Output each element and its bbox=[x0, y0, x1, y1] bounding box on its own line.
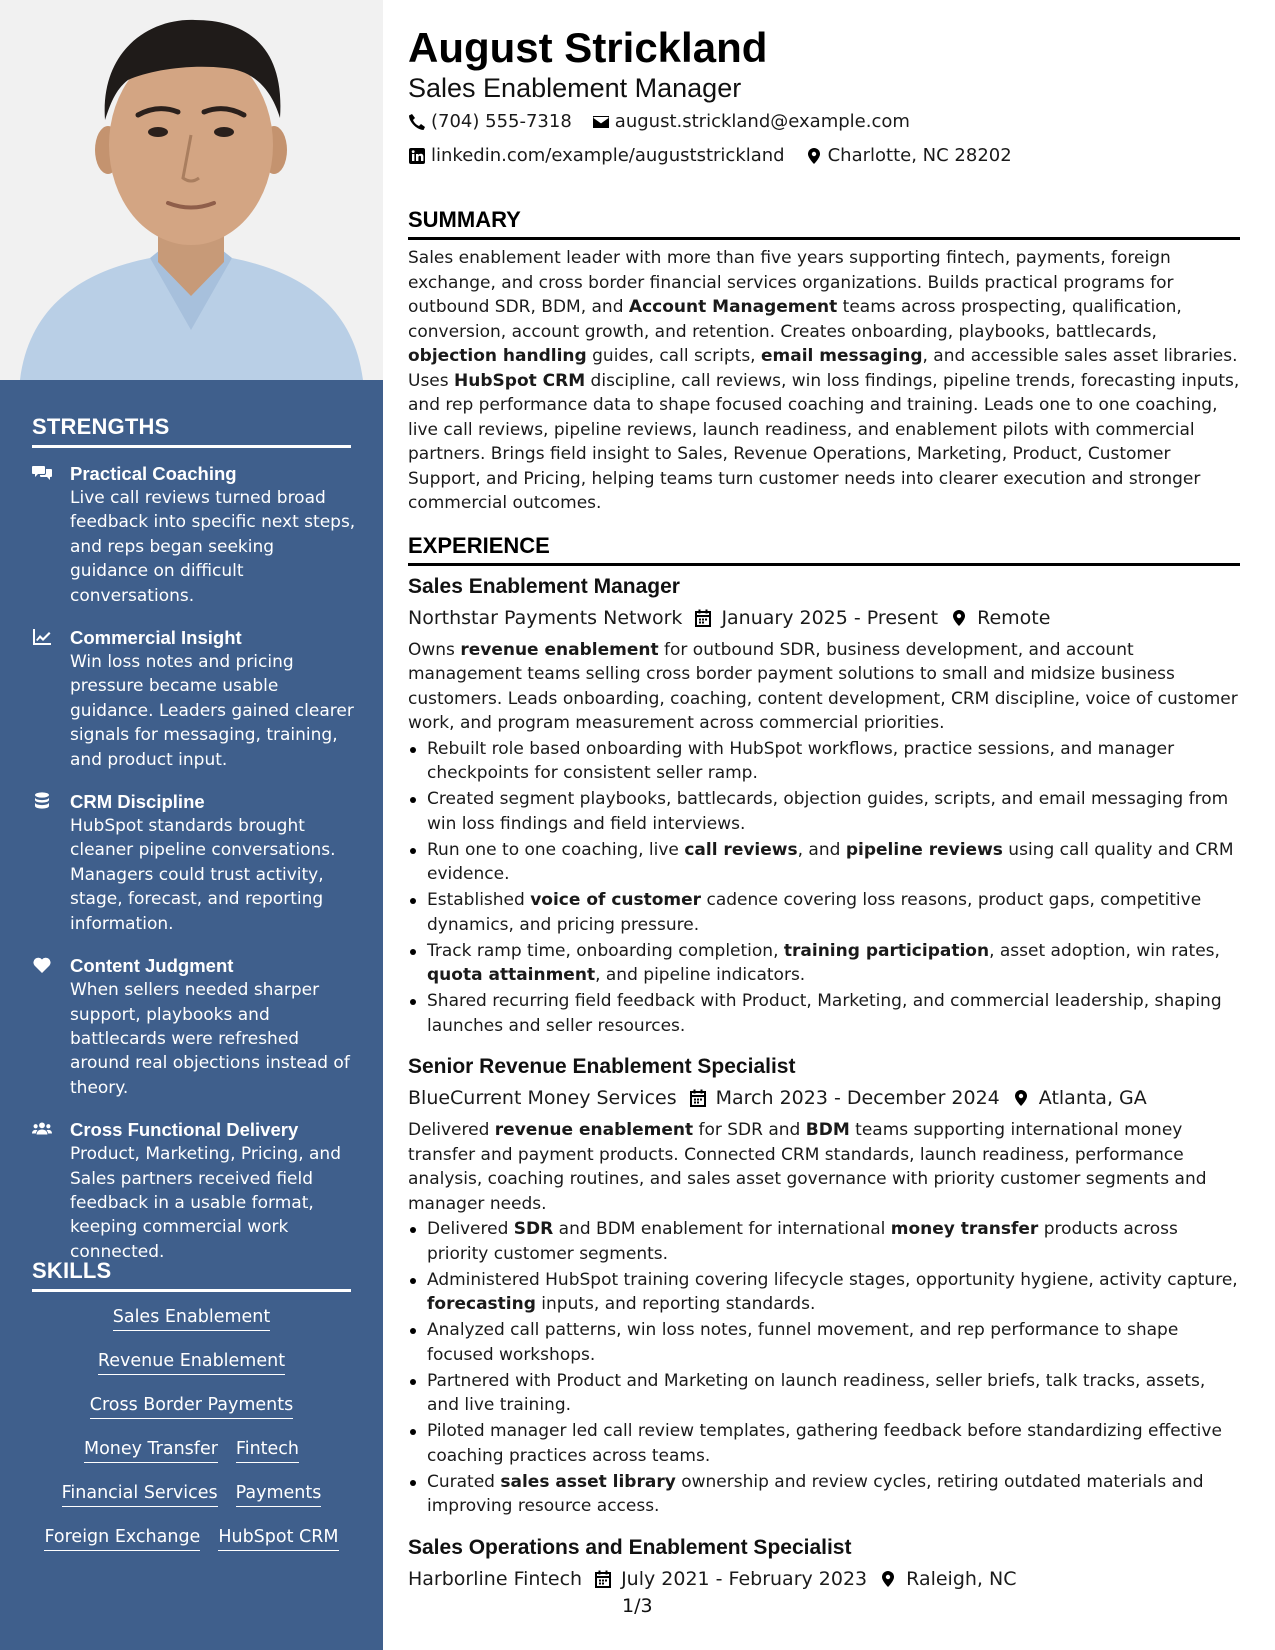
job-role: Senior Revenue Enablement Specialist bbox=[408, 1055, 796, 1078]
strength-title: Content Judgment bbox=[70, 955, 234, 977]
job-location: Atlanta, GA bbox=[1012, 1082, 1147, 1114]
skill-tag: Sales Enablement bbox=[113, 1306, 271, 1331]
phone-contact bbox=[408, 106, 572, 138]
bullet-item: Track ramp time, onboarding completion, training participation, asset adoption, win rates, quota attainment, and pipeline indicators. bbox=[408, 939, 1240, 988]
skill-tag: Cross Border Payments bbox=[90, 1394, 294, 1419]
sidebar bbox=[0, 0, 383, 1650]
job-entry bbox=[408, 1533, 1240, 1595]
heart-icon bbox=[32, 954, 70, 1100]
job-entry bbox=[408, 572, 1240, 1039]
strength-title: Cross Functional Delivery bbox=[70, 1119, 299, 1141]
bullet-item: Delivered SDR and BDM enablement for international money transfer products across priority customer segments. bbox=[408, 1217, 1240, 1266]
strength-item bbox=[32, 1118, 357, 1264]
page-number: 1/3 bbox=[622, 1595, 653, 1617]
skill-tag: Payments bbox=[236, 1482, 322, 1507]
map-pin-icon bbox=[879, 1570, 897, 1588]
users-icon bbox=[32, 1118, 70, 1264]
linkedin-text: linkedin.com/example/auguststrickland bbox=[431, 145, 785, 166]
bullet-item: Administered HubSpot training covering lifecycle stages, opportunity hygiene, activity capture, forecasting inputs, and reporting standards. bbox=[408, 1268, 1240, 1317]
phone-icon bbox=[408, 113, 426, 131]
strength-title: Practical Coaching bbox=[70, 463, 237, 484]
map-pin-icon bbox=[1012, 1089, 1030, 1107]
job-location: Remote bbox=[950, 602, 1050, 634]
summary-heading: SUMMARY bbox=[408, 206, 1240, 240]
bullet-item: Created segment playbooks, battlecards, objection guides, scripts, and email messaging from win loss findings and field interviews. bbox=[408, 787, 1240, 836]
job-dates: March 2023 - December 2024 bbox=[689, 1082, 1000, 1114]
job-company: Harborline Fintech bbox=[408, 1567, 583, 1590]
strength-item bbox=[32, 462, 357, 608]
strength-item bbox=[32, 790, 357, 936]
location-text: Charlotte, NC 28202 bbox=[827, 145, 1012, 166]
skill-tag: Foreign Exchange bbox=[44, 1526, 200, 1551]
strength-title: CRM Discipline bbox=[70, 791, 205, 813]
bullet-item: Analyzed call patterns, win loss notes, funnel movement, and rep performance to shape focused workshops. bbox=[408, 1318, 1240, 1367]
skills-heading: SKILLS bbox=[32, 1258, 351, 1292]
job-meta bbox=[408, 602, 1240, 634]
bullet-item: Partnered with Product and Marketing on launch readiness, seller briefs, talk tracks, assets, and live training. bbox=[408, 1369, 1240, 1418]
map-pin-icon bbox=[805, 147, 823, 165]
chart-line-icon bbox=[32, 626, 70, 772]
email-contact[interactable] bbox=[592, 106, 910, 138]
bullet-item: Established voice of customer cadence covering loss reasons, product gaps, competitive dynamics, and pricing pressure. bbox=[408, 888, 1240, 937]
job-meta bbox=[408, 1563, 1240, 1595]
calendar-icon bbox=[594, 1570, 612, 1588]
candidate-name: August Strickland bbox=[408, 24, 768, 71]
job-location: Raleigh, NC bbox=[879, 1563, 1016, 1595]
job-company: BlueCurrent Money Services bbox=[408, 1087, 677, 1109]
job-company: Northstar Payments Network bbox=[408, 606, 683, 629]
skill-tag: Financial Services bbox=[62, 1482, 218, 1507]
strength-text: Live call reviews turned broad feedback into specific next steps, and reps began seeking guidance on difficult conversations. bbox=[70, 488, 356, 606]
job-dates: July 2021 - February 2023 bbox=[594, 1563, 867, 1595]
strength-title: Commercial Insight bbox=[70, 627, 242, 649]
strength-item bbox=[32, 954, 357, 1100]
job-description: Delivered revenue enablement for SDR and BDM teams supporting international money transfer and payment products. Connected CRM standards, launch readiness, performance analysis, coaching routines, and sales asset governance with priority customer segments and manager needs. bbox=[408, 1120, 1207, 1214]
summary-text: Sales enablement leader with more than five years supporting fintech, payments, foreign exchange, and cross border financial services organizations. Builds practical programs for outbound SDR, BDM, and Account Management teams across prospecting, qualification, conversion, account growth, and retention. Creates onboarding, playbooks, battlecards, objection handling guides, call scripts, email messaging, and accessible sales asset libraries. Uses HubSpot CRM discipline, call reviews, win loss findings, pipeline trends, forecasting inputs, and rep performance data to shape focused coaching and training. Leads one to one coaching, live call reviews, pipeline reviews, launch readiness, and enablement pilots with commercial partners. Brings field insight to Sales, Revenue Operations, Marketing, Product, Customer Support, and Pricing, helping teams turn customer needs into clearer execution and stronger commercial outcomes. bbox=[408, 248, 1240, 513]
linkedin-icon bbox=[408, 147, 426, 165]
job-bullets bbox=[408, 737, 1240, 1039]
contact-row bbox=[408, 106, 1240, 138]
location-contact bbox=[805, 140, 1012, 172]
contact-row bbox=[408, 140, 1240, 172]
strength-item bbox=[32, 626, 357, 772]
database-icon bbox=[32, 790, 70, 936]
job-dates: January 2025 - Present bbox=[694, 602, 938, 634]
calendar-icon bbox=[694, 609, 712, 627]
bullet-item: Curated sales asset library ownership and review cycles, retiring outdated materials and improving resource access. bbox=[408, 1470, 1240, 1519]
envelope-icon bbox=[592, 113, 610, 131]
skill-tag: HubSpot CRM bbox=[218, 1526, 338, 1551]
linkedin-contact[interactable] bbox=[408, 140, 785, 172]
strength-text: Win loss notes and pricing pressure became usable guidance. Leaders gained clearer signals for messaging, training, and product input. bbox=[70, 652, 354, 770]
skill-tag: Money Transfer bbox=[84, 1438, 218, 1463]
bullet-item: Piloted manager led call review templates, gathering feedback before standardizing effective coaching practices across teams. bbox=[408, 1419, 1240, 1468]
strengths-heading: STRENGTHS bbox=[32, 414, 351, 448]
comments-icon bbox=[32, 462, 70, 608]
email-text: august.strickland@example.com bbox=[614, 111, 910, 132]
skills-list bbox=[32, 1306, 351, 1570]
experience-heading: EXPERIENCE bbox=[408, 532, 1240, 566]
job-description: Owns revenue enablement for outbound SDR, business development, and account management teams selling cross border payment solutions to small and midsize business customers. Leads onboarding, coaching, content development, CRM discipline, voice of customer work, and program measurement across commercial priorities. bbox=[408, 639, 1238, 733]
job-bullets bbox=[408, 1217, 1240, 1519]
skill-tag: Revenue Enablement bbox=[98, 1350, 285, 1375]
calendar-icon bbox=[689, 1089, 707, 1107]
strength-text: When sellers needed sharper support, playbooks and battlecards were refreshed around real objections instead of theory. bbox=[70, 980, 350, 1098]
job-role: Sales Operations and Enablement Specialist bbox=[408, 1535, 852, 1559]
profile-photo bbox=[0, 0, 383, 380]
bullet-item: Shared recurring field feedback with Product, Marketing, and commercial leadership, shaping launches and seller resources. bbox=[408, 989, 1240, 1038]
bullet-item: Run one to one coaching, live call reviews, and pipeline reviews using call quality and CRM evidence. bbox=[408, 838, 1240, 887]
skill-tag: Fintech bbox=[236, 1438, 299, 1463]
bullet-item: Rebuilt role based onboarding with HubSpot workflows, practice sessions, and manager checkpoints for consistent seller ramp. bbox=[408, 737, 1240, 786]
strengths-list bbox=[32, 462, 357, 1282]
job-role: Sales Enablement Manager bbox=[408, 574, 680, 598]
main-content bbox=[408, 22, 1240, 1599]
strength-text: Product, Marketing, Pricing, and Sales partners received field feedback in a usable format, keeping commercial work connected. bbox=[70, 1144, 341, 1262]
job-entry bbox=[408, 1052, 1240, 1519]
job-meta bbox=[408, 1082, 1240, 1114]
map-pin-icon bbox=[950, 609, 968, 627]
phone-text: (704) 555-7318 bbox=[431, 111, 572, 132]
strength-text: HubSpot standards brought cleaner pipeline conversations. Managers could trust activity, stage, forecast, and reporting information. bbox=[70, 816, 336, 934]
candidate-title: Sales Enablement Manager bbox=[408, 73, 742, 103]
